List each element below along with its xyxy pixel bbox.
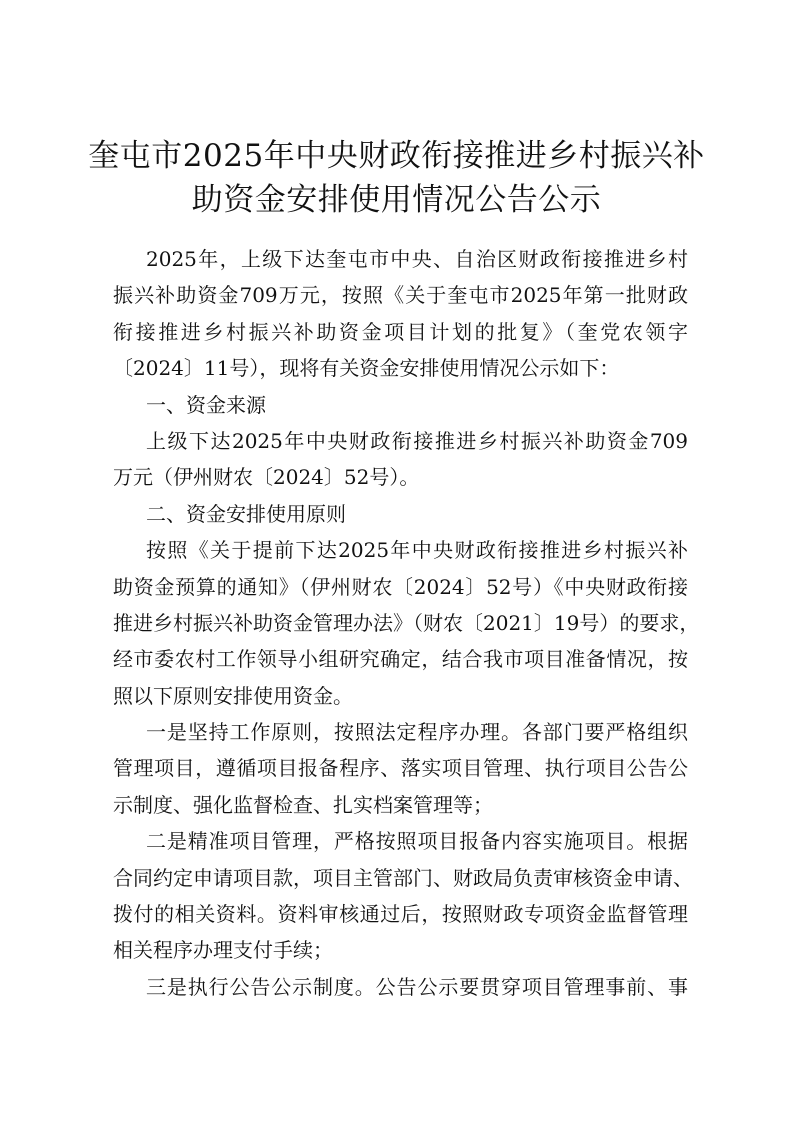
paragraph-line: 三是执行公告公示制度。公告公示要贯穿项目管理事前、事 [146,974,688,999]
paragraph-line: 拨付的相关资料。资料审核通过后，按照财政专项资金监督管理 [113,902,688,927]
paragraph-line: 衔接推进乡村振兴补助资金项目计划的批复》（奎党农领字 [113,319,688,344]
paragraph-line: 照以下原则安排使用资金。 [113,683,353,708]
paragraph-line: 万元（伊州财农〔2024〕52号）。 [113,465,420,490]
document-body [113,241,700,1005]
paragraph-line: 〔2024〕11号），现将有关资金安排使用情况公示如下： [113,356,620,381]
paragraph-line: 二是精准项目管理，严格按照项目报备内容实施项目。根据 [146,829,688,854]
paragraph-line: 按照《关于提前下达2025年中央财政衔接推进乡村振兴补 [146,538,688,563]
paragraph-line: 管理项目，遵循项目报备程序、落实项目管理、执行项目公告公 [113,756,688,781]
title-line: 奎屯市2025年中央财政衔接推进乡村振兴补 [88,138,705,174]
paragraph-line: 相关程序办理支付手续； [113,938,333,963]
paragraph-line: 示制度、强化监督检查、扎实档案管理等； [113,792,493,817]
paragraph-line: 上级下达2025年中央财政衔接推进乡村振兴补助资金709 [146,428,688,453]
title-line: 助资金安排使用情况公告公示 [191,182,602,218]
paragraph-line: 助资金预算的通知》（伊州财农〔2024〕52号）《中央财政衔接 [113,574,688,599]
document-title [60,134,733,222]
paragraph-line: 振兴补助资金709万元，按照《关于奎屯市2025年第一批财政 [113,283,688,308]
section-heading: 一、资金来源 [146,392,266,417]
paragraph-line: 一是坚持工作原则，按照法定程序办理。各部门要严格组织 [146,720,688,745]
paragraph-line: 推进乡村振兴补助资金管理办法》（财农〔2021〕19号）的要求， [113,610,700,635]
paragraph-line: 合同约定申请项目款，项目主管部门、财政局负责审核资金申请、 [113,865,693,890]
paragraph-line: 经市委农村工作领导小组研究确定，结合我市项目准备情况，按 [113,647,688,672]
section-heading: 二、资金安排使用原则 [146,501,346,526]
paragraph-line: 2025年，上级下达奎屯市中央、自治区财政衔接推进乡村 [146,247,688,271]
